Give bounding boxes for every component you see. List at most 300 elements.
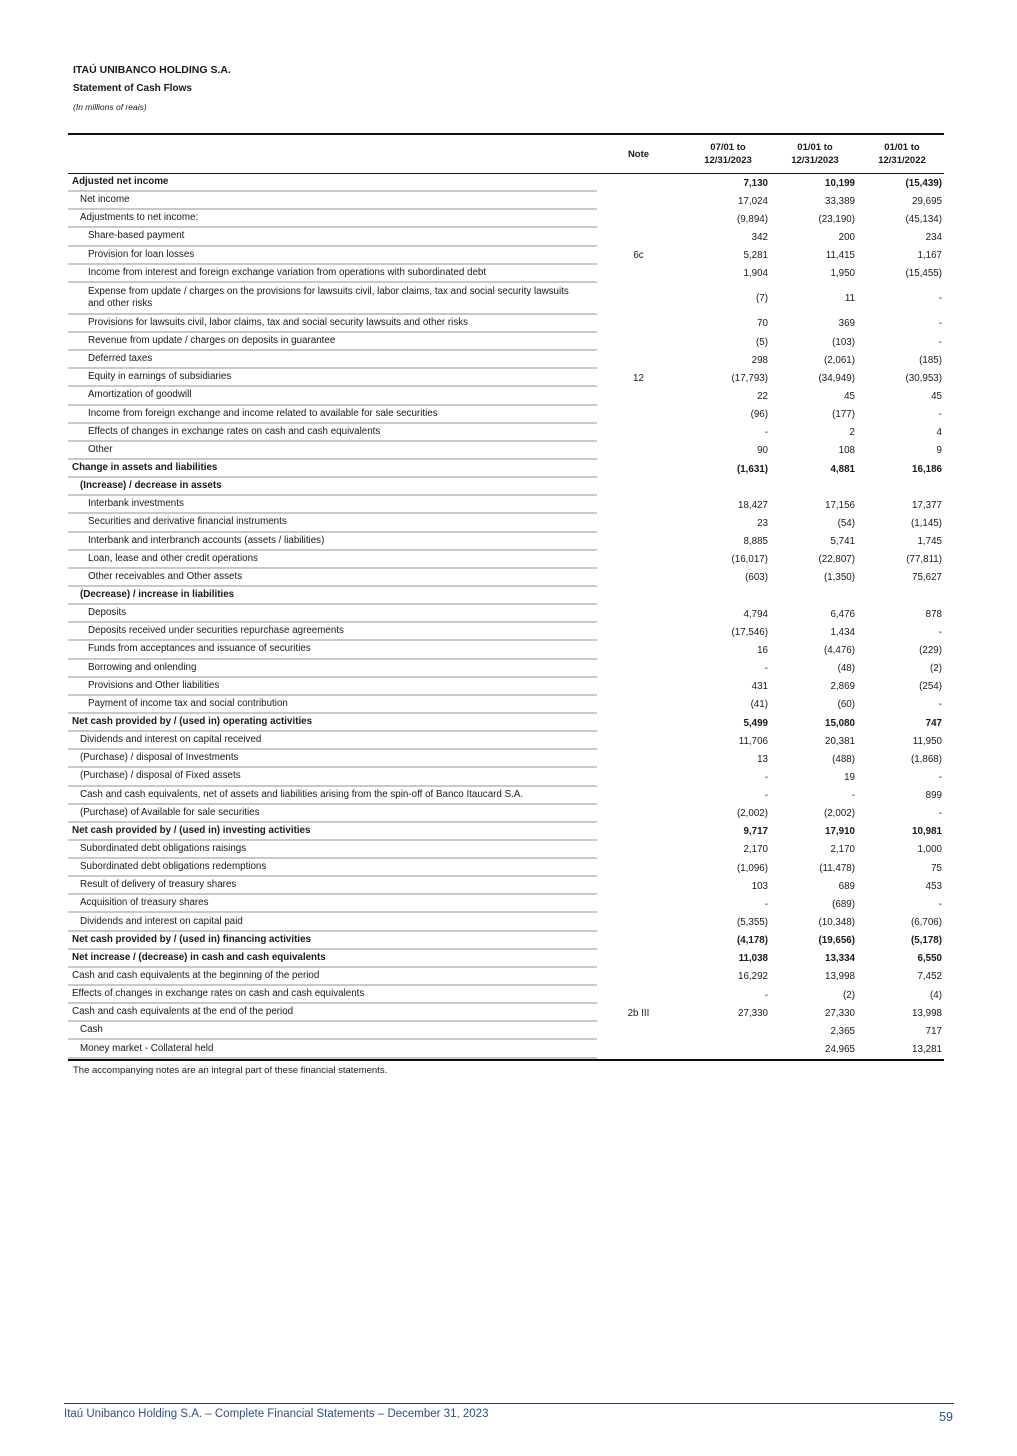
table-row bbox=[68, 514, 944, 532]
row-label bbox=[68, 247, 597, 265]
row-value-col2: (689) bbox=[832, 898, 855, 910]
row-value-col3: 75 bbox=[931, 862, 942, 874]
row-value-col3: (15,439) bbox=[905, 177, 942, 189]
row-value-col1 bbox=[688, 478, 768, 496]
row-value-col2 bbox=[775, 478, 855, 496]
row-value-col1: 23 bbox=[757, 517, 768, 529]
row-note bbox=[616, 406, 661, 424]
row-value-col1: (1,096) bbox=[736, 862, 768, 874]
footnote: The accompanying notes are an integral part of these financial statements. bbox=[73, 1065, 388, 1076]
row-label bbox=[68, 641, 597, 659]
row-label bbox=[68, 569, 597, 587]
column-header-1-line1: 07/01 to bbox=[710, 142, 746, 153]
table-header bbox=[68, 135, 944, 174]
column-header-1-line2: 12/31/2023 bbox=[704, 155, 752, 166]
row-value-col2: (2,002) bbox=[823, 808, 855, 820]
row-note bbox=[616, 1040, 661, 1058]
row-value-col3: 878 bbox=[925, 608, 942, 620]
row-label-text: Funds from acceptances and issuance of securities bbox=[88, 643, 311, 655]
table-row bbox=[68, 605, 944, 623]
row-value-col2: 2,365 bbox=[830, 1025, 855, 1037]
row-value-col2: 200 bbox=[838, 231, 855, 243]
row-value-col2: 13,334 bbox=[825, 953, 855, 965]
table-row bbox=[68, 1040, 944, 1058]
row-value-col2: 6,476 bbox=[830, 608, 855, 620]
row-label-text: Net cash provided by / (used in) investing activities bbox=[72, 824, 311, 836]
row-value-col1: 16,292 bbox=[738, 971, 768, 983]
row-note bbox=[616, 932, 661, 950]
company-name: ITAÚ UNIBANCO HOLDING S.A. bbox=[73, 64, 231, 76]
row-label bbox=[68, 174, 597, 192]
row-label-text: Interbank and interbranch accounts (assets / liabilities) bbox=[88, 534, 325, 546]
row-value-col2: 689 bbox=[838, 880, 855, 892]
table-row bbox=[68, 805, 944, 823]
row-note bbox=[616, 442, 661, 460]
row-value-col3: 747 bbox=[925, 717, 942, 729]
row-note bbox=[616, 192, 661, 210]
row-value-col2: 11 bbox=[844, 293, 855, 305]
row-value-col3: 17,377 bbox=[912, 499, 942, 511]
row-label bbox=[68, 605, 597, 623]
row-note bbox=[616, 913, 661, 931]
row-label bbox=[68, 478, 597, 496]
table-row bbox=[68, 387, 944, 405]
row-label bbox=[68, 265, 597, 283]
table-row bbox=[68, 841, 944, 859]
row-label-text: Cash bbox=[80, 1024, 103, 1036]
row-label bbox=[68, 533, 597, 551]
row-label bbox=[68, 228, 597, 246]
row-value-col2: 2,869 bbox=[830, 681, 855, 693]
row-label-text: Interbank investments bbox=[88, 498, 184, 510]
table-row bbox=[68, 283, 944, 315]
row-value-col2: (2) bbox=[843, 989, 855, 1001]
row-value-col2: 45 bbox=[844, 390, 855, 402]
column-header-1 bbox=[688, 141, 768, 167]
table-row bbox=[68, 424, 944, 442]
row-value-col3: (229) bbox=[919, 644, 942, 656]
row-label bbox=[68, 968, 597, 986]
row-value-col1: - bbox=[764, 771, 768, 783]
row-label bbox=[68, 387, 597, 405]
row-label-text: Amortization of goodwill bbox=[88, 389, 192, 401]
row-value-col3: 16,186 bbox=[912, 463, 942, 475]
row-value-col2: (10,348) bbox=[818, 917, 855, 929]
row-label bbox=[68, 514, 597, 532]
row-note: 2b III bbox=[627, 1007, 650, 1019]
row-label-text: Equity in earnings of subsidiaries bbox=[88, 371, 232, 383]
row-label bbox=[68, 714, 597, 732]
row-value-col3: (2) bbox=[930, 663, 942, 675]
row-value-col3: 4 bbox=[936, 427, 942, 439]
row-label bbox=[68, 768, 597, 786]
row-note bbox=[616, 315, 661, 333]
table-row bbox=[68, 406, 944, 424]
row-value-col2 bbox=[775, 587, 855, 605]
row-value-col1: 11,038 bbox=[738, 953, 768, 965]
row-value-col1: (17,793) bbox=[731, 372, 768, 384]
row-value-col2: 2,170 bbox=[830, 844, 855, 856]
row-value-col1: 70 bbox=[757, 318, 768, 330]
row-value-col3: - bbox=[938, 898, 942, 910]
table-row bbox=[68, 1004, 944, 1022]
row-value-col1: (1,631) bbox=[736, 463, 768, 475]
row-label-text: Net cash provided by / (used in) operating activities bbox=[72, 716, 313, 727]
row-value-col1: (2,002) bbox=[736, 808, 768, 820]
row-note bbox=[616, 424, 661, 442]
row-value-col2: 24,965 bbox=[825, 1044, 855, 1056]
row-note bbox=[616, 1022, 661, 1040]
row-value-col1: (603) bbox=[745, 572, 768, 584]
row-value-col1: 90 bbox=[757, 445, 768, 457]
table-row bbox=[68, 587, 944, 605]
row-label bbox=[68, 787, 597, 805]
row-note bbox=[616, 750, 661, 768]
row-value-col3: 717 bbox=[925, 1025, 942, 1037]
row-value-col1: - bbox=[764, 898, 768, 910]
row-label bbox=[68, 859, 597, 877]
column-header-2-line2: 12/31/2023 bbox=[791, 155, 839, 166]
row-note bbox=[616, 496, 661, 514]
row-value-col3: 453 bbox=[925, 880, 942, 892]
row-value-col3: (15,455) bbox=[905, 268, 942, 280]
row-label-text: Subordinated debt obligations raisings bbox=[80, 842, 247, 854]
row-note bbox=[616, 732, 661, 750]
table-row bbox=[68, 333, 944, 351]
row-value-col3: (1,868) bbox=[910, 753, 942, 765]
row-value-col1: 11,706 bbox=[738, 735, 768, 747]
row-value-col2: (22,807) bbox=[818, 554, 855, 566]
row-label bbox=[68, 805, 597, 823]
row-value-col1: 4,794 bbox=[743, 608, 768, 620]
row-note bbox=[616, 768, 661, 786]
row-label bbox=[68, 351, 597, 369]
column-header-3-line1: 01/01 to bbox=[884, 142, 920, 153]
row-value-col3: 9 bbox=[936, 445, 942, 457]
row-value-col3: 1,745 bbox=[917, 536, 942, 548]
table-row bbox=[68, 369, 944, 387]
row-label-text: Money market - Collateral held bbox=[80, 1042, 214, 1054]
row-value-col3: - bbox=[938, 626, 942, 638]
row-label bbox=[68, 460, 597, 478]
row-value-col3: 7,452 bbox=[917, 971, 942, 983]
row-label bbox=[68, 696, 597, 714]
table-row bbox=[68, 913, 944, 931]
note-column-header: Note bbox=[627, 149, 650, 160]
row-note bbox=[616, 533, 661, 551]
cash-flow-table bbox=[68, 133, 944, 1061]
row-value-col1: (7) bbox=[756, 293, 768, 305]
row-value-col3: - bbox=[938, 318, 942, 330]
row-value-col1: (5,355) bbox=[736, 917, 768, 929]
row-label bbox=[68, 333, 597, 351]
row-value-col3: (4) bbox=[930, 989, 942, 1001]
row-value-col1: - bbox=[764, 790, 768, 802]
table-row bbox=[68, 174, 944, 192]
row-note bbox=[616, 283, 661, 315]
row-value-col1: (4,178) bbox=[736, 935, 768, 947]
row-value-col3: (254) bbox=[919, 681, 942, 693]
table-row bbox=[68, 533, 944, 551]
row-label-text: Acquisition of treasury shares bbox=[80, 897, 209, 909]
table-row bbox=[68, 823, 944, 841]
table-row bbox=[68, 623, 944, 641]
row-value-col3: 1,167 bbox=[917, 250, 942, 262]
table-row bbox=[68, 210, 944, 228]
row-label-text: Net cash provided by / (used in) financing activities bbox=[72, 933, 311, 945]
row-note bbox=[616, 895, 661, 913]
row-value-col2: (11,478) bbox=[819, 862, 855, 874]
row-label-text: (Decrease) / increase in liabilities bbox=[80, 589, 235, 601]
table-row bbox=[68, 569, 944, 587]
row-value-col2: (48) bbox=[837, 663, 855, 675]
row-label-text: (Purchase) of Available for sale securities bbox=[80, 806, 260, 818]
row-value-col1: 431 bbox=[751, 681, 768, 693]
row-value-col3 bbox=[862, 478, 942, 496]
row-value-col1: 103 bbox=[751, 880, 768, 892]
row-label-text: Net increase / (decrease) in cash and cash equivalents bbox=[72, 951, 326, 963]
row-label bbox=[68, 932, 597, 950]
row-label-text: Deferred taxes bbox=[88, 353, 153, 365]
row-label-text: Cash and cash equivalents at the end of the period bbox=[72, 1006, 294, 1018]
row-value-col1: 27,330 bbox=[738, 1007, 768, 1019]
table-row bbox=[68, 696, 944, 714]
table-row bbox=[68, 442, 944, 460]
row-value-col2: (488) bbox=[832, 753, 855, 765]
row-value-col2: 10,199 bbox=[825, 177, 855, 189]
row-value-col2: 1,950 bbox=[830, 268, 855, 280]
row-value-col2: 11,415 bbox=[825, 250, 855, 262]
table-row bbox=[68, 641, 944, 659]
row-label bbox=[68, 1004, 597, 1022]
row-label-text: Other receivables and Other assets bbox=[88, 570, 243, 582]
row-note: 12 bbox=[633, 372, 644, 384]
row-label-text: Deposits bbox=[88, 607, 127, 619]
row-label bbox=[68, 315, 597, 333]
table-row bbox=[68, 859, 944, 877]
row-label bbox=[68, 496, 597, 514]
row-value-col3: - bbox=[938, 699, 942, 711]
row-note bbox=[616, 950, 661, 968]
row-value-col3: 11,950 bbox=[912, 735, 942, 747]
row-value-col1: (5) bbox=[756, 336, 768, 348]
row-label-text: (Purchase) / disposal of Investments bbox=[80, 752, 239, 764]
footer-rule bbox=[64, 1403, 954, 1404]
row-note bbox=[616, 333, 661, 351]
column-header-2-line1: 01/01 to bbox=[797, 142, 833, 153]
row-note bbox=[616, 569, 661, 587]
row-label bbox=[68, 841, 597, 859]
row-label bbox=[68, 1022, 597, 1040]
column-header-2 bbox=[775, 141, 855, 167]
row-label bbox=[68, 406, 597, 424]
row-label bbox=[68, 192, 597, 210]
row-note bbox=[616, 174, 661, 192]
row-label-text: Other bbox=[88, 443, 113, 455]
row-note bbox=[616, 478, 661, 496]
row-value-col1: 17,024 bbox=[738, 195, 768, 207]
row-label-text: Subordinated debt obligations redemptions bbox=[80, 861, 267, 873]
row-label bbox=[68, 424, 597, 442]
row-label-text: Deposits received under securities repurchase agreements bbox=[88, 625, 344, 637]
row-value-col1: 16 bbox=[757, 644, 768, 656]
row-value-col2: 17,910 bbox=[825, 826, 855, 838]
row-label-text: (Purchase) / disposal of Fixed assets bbox=[80, 770, 241, 782]
table-row bbox=[68, 895, 944, 913]
row-label bbox=[68, 623, 597, 641]
row-value-col1 bbox=[688, 1040, 768, 1058]
row-note bbox=[616, 460, 661, 478]
row-label bbox=[68, 283, 597, 315]
row-label-text: (Increase) / decrease in assets bbox=[80, 480, 222, 492]
row-label-text: Share-based payment bbox=[88, 230, 185, 242]
table-row bbox=[68, 478, 944, 496]
table-row bbox=[68, 660, 944, 678]
row-value-col1: 5,499 bbox=[743, 717, 768, 729]
row-label-text: Dividends and interest on capital paid bbox=[80, 915, 243, 927]
row-label bbox=[68, 895, 597, 913]
row-value-col1: - bbox=[764, 427, 768, 439]
row-value-col2: 369 bbox=[838, 318, 855, 330]
units-note: (In millions of reais) bbox=[73, 102, 147, 112]
row-note bbox=[616, 787, 661, 805]
table-row bbox=[68, 968, 944, 986]
row-label bbox=[68, 823, 597, 841]
row-value-col3: (45,134) bbox=[905, 213, 942, 225]
table-row bbox=[68, 950, 944, 968]
row-note bbox=[616, 605, 661, 623]
row-note bbox=[616, 678, 661, 696]
row-label bbox=[68, 442, 597, 460]
table-row bbox=[68, 551, 944, 569]
row-label bbox=[68, 1040, 597, 1058]
column-header-3 bbox=[862, 141, 942, 167]
row-value-col2: 108 bbox=[838, 445, 855, 457]
row-value-col1: 18,427 bbox=[738, 499, 768, 511]
row-label-text: Securities and derivative financial instruments bbox=[88, 516, 287, 528]
row-value-col2: 27,330 bbox=[825, 1007, 855, 1019]
row-label-text: Expense from update / charges on the provisions for lawsuits civil, labor claims, tax and social security lawsuits and other risks bbox=[88, 285, 569, 309]
row-value-col1 bbox=[688, 1022, 768, 1040]
row-label-text: Payment of income tax and social contribution bbox=[88, 697, 288, 709]
row-note bbox=[616, 641, 661, 659]
row-label-text: Loan, lease and other credit operations bbox=[88, 552, 258, 564]
row-value-col3: (6,706) bbox=[910, 917, 942, 929]
row-value-col2: (34,949) bbox=[818, 372, 855, 384]
column-header-3-line2: 12/31/2022 bbox=[878, 155, 926, 166]
row-value-col3: 13,998 bbox=[912, 1007, 942, 1019]
page-number: 59 bbox=[939, 1410, 953, 1424]
row-label-text: Adjusted net income bbox=[72, 176, 169, 188]
row-value-col2: (103) bbox=[832, 336, 855, 348]
row-value-col3 bbox=[862, 587, 942, 605]
row-label bbox=[68, 210, 597, 228]
row-value-col3: 234 bbox=[925, 231, 942, 243]
row-value-col1: 2,170 bbox=[743, 844, 768, 856]
table-row bbox=[68, 714, 944, 732]
row-label-text: Net income bbox=[80, 194, 130, 206]
row-value-col1: (17,546) bbox=[731, 626, 768, 638]
row-note bbox=[616, 986, 661, 1004]
row-value-col1: (9,894) bbox=[736, 213, 768, 225]
row-value-col1: (96) bbox=[750, 409, 768, 421]
row-note bbox=[616, 387, 661, 405]
row-note bbox=[616, 714, 661, 732]
row-label bbox=[68, 587, 597, 605]
row-value-col1: (41) bbox=[750, 699, 768, 711]
row-label bbox=[68, 950, 597, 968]
row-note bbox=[616, 823, 661, 841]
row-note bbox=[616, 265, 661, 283]
table-row bbox=[68, 460, 944, 478]
row-label bbox=[68, 732, 597, 750]
row-value-col1: 7,130 bbox=[743, 177, 768, 189]
row-value-col1: 13 bbox=[757, 753, 768, 765]
table-row bbox=[68, 247, 944, 265]
row-label-text: Cash and cash equivalents, net of assets and liabilities arising from the spin-off of Banco Itaucard S.A. bbox=[80, 788, 524, 800]
row-value-col2: 1,434 bbox=[830, 626, 855, 638]
row-label-text: Revenue from update / charges on deposits in guarantee bbox=[88, 335, 336, 347]
row-note bbox=[616, 968, 661, 986]
row-value-col3: 29,695 bbox=[912, 195, 942, 207]
row-label-text: Effects of changes in exchange rates on cash and cash equivalents bbox=[88, 425, 381, 437]
row-value-col1 bbox=[688, 587, 768, 605]
row-label bbox=[68, 877, 597, 895]
row-value-col3: (77,811) bbox=[906, 554, 942, 566]
row-value-col2: (177) bbox=[832, 409, 855, 421]
row-value-col1: 22 bbox=[757, 390, 768, 402]
table-row bbox=[68, 192, 944, 210]
table-row bbox=[68, 986, 944, 1004]
row-label-text: Provision for loan losses bbox=[88, 248, 195, 260]
row-label-text: Provisions and Other liabilities bbox=[88, 679, 220, 691]
statement-title: Statement of Cash Flows bbox=[73, 83, 192, 94]
table-row bbox=[68, 265, 944, 283]
row-value-col1: 342 bbox=[751, 231, 768, 243]
row-label bbox=[68, 551, 597, 569]
table-row bbox=[68, 315, 944, 333]
row-value-col1: 1,904 bbox=[743, 268, 768, 280]
row-note bbox=[616, 514, 661, 532]
row-note bbox=[616, 660, 661, 678]
row-value-col3: - bbox=[938, 336, 942, 348]
row-value-col3: 10,981 bbox=[912, 826, 942, 838]
row-note bbox=[616, 587, 661, 605]
row-note bbox=[616, 841, 661, 859]
row-value-col2: 20,381 bbox=[825, 735, 855, 747]
table-row bbox=[68, 1022, 944, 1040]
row-note bbox=[616, 551, 661, 569]
row-value-col1: 298 bbox=[751, 354, 768, 366]
row-label bbox=[68, 369, 597, 387]
row-label bbox=[68, 986, 597, 1004]
row-value-col3: 1,000 bbox=[917, 844, 942, 856]
table-row bbox=[68, 228, 944, 246]
table-row bbox=[68, 750, 944, 768]
row-value-col3: - bbox=[938, 293, 942, 305]
row-value-col2: 4,881 bbox=[830, 463, 855, 475]
row-note bbox=[616, 805, 661, 823]
row-label-text: Effects of changes in exchange rates on cash and cash equivalents bbox=[72, 988, 365, 1000]
row-value-col2: (19,656) bbox=[818, 935, 855, 947]
row-value-col3: (5,178) bbox=[910, 935, 942, 947]
row-value-col3: 899 bbox=[925, 790, 942, 802]
row-label-text: Result of delivery of treasury shares bbox=[80, 879, 237, 891]
row-value-col2: 15,080 bbox=[825, 717, 855, 729]
row-value-col2: 19 bbox=[844, 771, 855, 783]
row-value-col2: (54) bbox=[837, 517, 855, 529]
row-value-col1: - bbox=[764, 663, 768, 675]
